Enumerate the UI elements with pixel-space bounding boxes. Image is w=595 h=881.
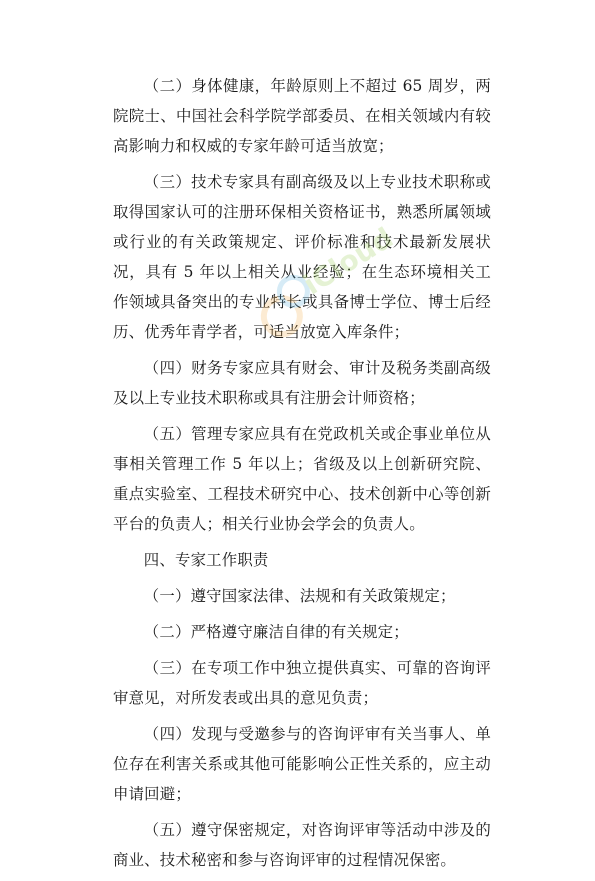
paragraph-duty-4: （四）发现与受邀参与的咨询评审有关当事人、单位存在利害关系或其他可能影响公正性关系的，应主动申请回避；: [113, 725, 491, 803]
paragraph-requirement-3: （三）技术专家具有副高级及以上专业技术职称或取得国家认可的注册环保相关资格证书，熟悉所属领域或行业的有关政策规定、评价标准和技术最新发展状况，具有 5 年以上相关从业经验；在生态环境相关工作领域具备突出的专业特长或具备博士学位、博士后经历、优秀年青学者，可适当放宽入库条件；: [113, 173, 491, 341]
paragraph-duty-1: （一）遵守国家法律、法规和有关政策规定；: [143, 587, 456, 605]
paragraph-duty-5: （五）遵守保密规定，对咨询评审等活动中涉及的商业、技术秘密和参与咨询评审的过程情况保密。: [113, 821, 491, 869]
section-heading-duties: 四、专家工作职责: [143, 551, 269, 569]
watermark-text: iCloud: [297, 220, 399, 302]
document-body: [113, 71, 491, 881]
paragraph-requirement-2: （二）身体健康，年龄原则上不超过 65 周岁，两院院士、中国社会科学院学部委员、在相关领域内有较高影响力和权威的专家年龄可适当放宽；: [113, 77, 491, 155]
paragraph-requirement-4: （四）财务专家应具有财会、审计及税务类副高级及以上专业技术职称或具有注册会计师资格；: [113, 359, 491, 407]
paragraph-duty-3: （三）在专项工作中独立提供真实、可靠的咨询评审意见，对所发表或出具的意见负责；: [113, 659, 491, 707]
paragraph-requirement-5: （五）管理专家应具有在党政机关或企事业单位从事相关管理工作 5 年以上；省级及以上创新研究院、重点实验室、工程技术研究中心、技术创新中心等创新平台的负责人；相关行业协会学会的负责人。: [113, 425, 491, 533]
paragraph-duty-2: （二）严格遵守廉洁自律的有关规定；: [143, 623, 409, 641]
